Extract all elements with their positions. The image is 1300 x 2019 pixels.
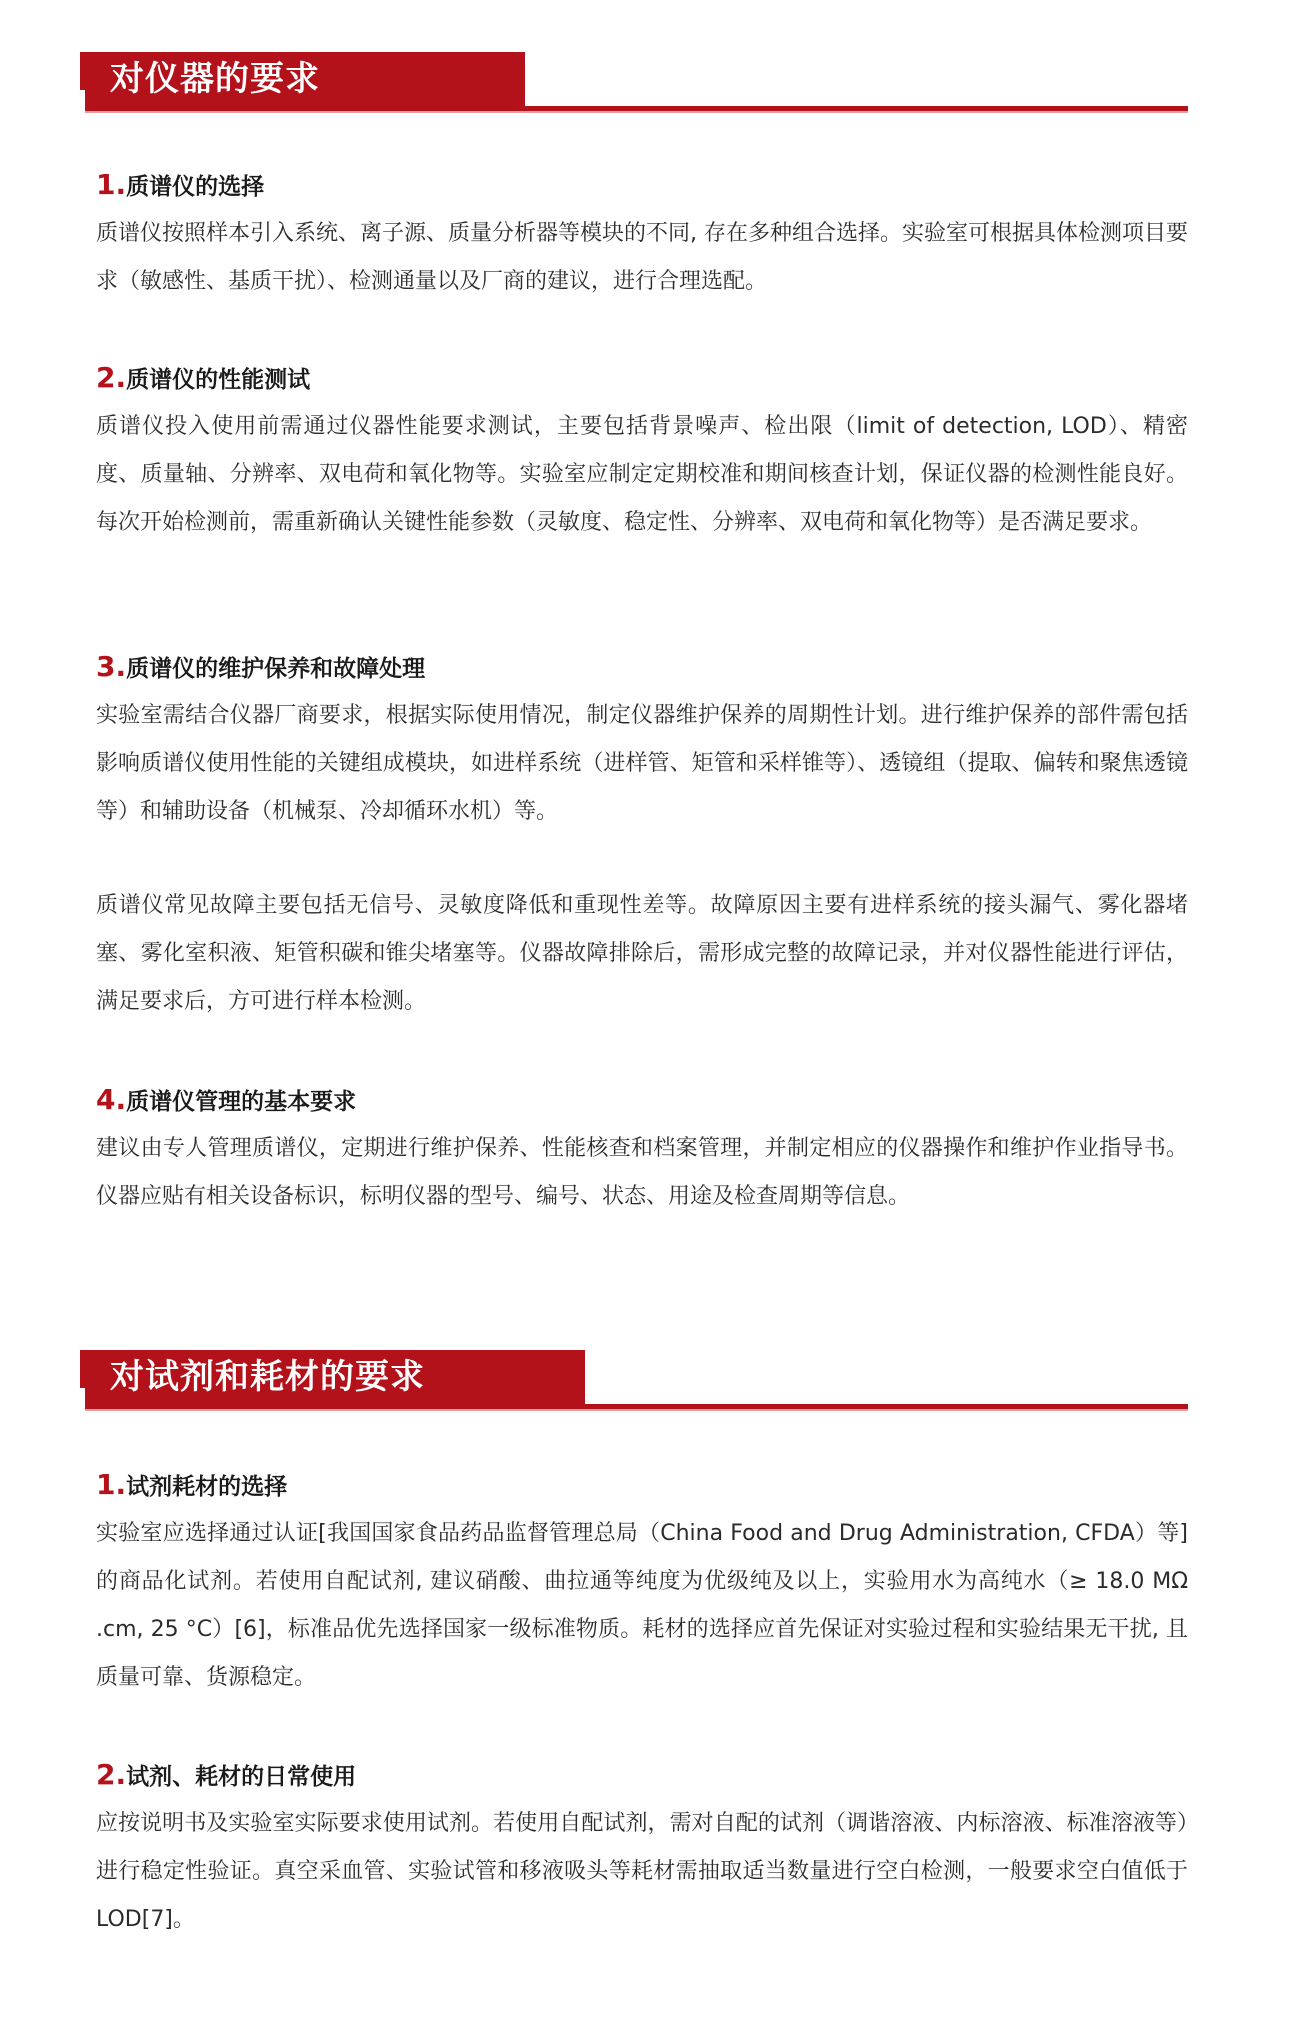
item-heading: 1.质谱仪的选择	[96, 168, 265, 201]
item-ms-management	[96, 1075, 1188, 1221]
item-heading: 1.试剂耗材的选择	[96, 1468, 288, 1501]
item-heading: 2.质谱仪的性能测试	[96, 361, 311, 394]
item-paragraph: 质谱仪投入使用前需通过仪器性能要求测试，主要包括背景噪声、检出限（limit of detection, LOD）、精密度、质量轴、分辨率、双电荷和氧化物等。实验室应制定定期校准和期间核查计划，保证仪器的检测性能良好。每次开始检测前，需重新确认关键性能参数（灵敏度、稳定性、分辨率、双电荷和氧化物等）是否满足要求。	[96, 414, 1188, 535]
section-title: 对仪器的要求	[85, 52, 525, 106]
item-paragraph: 质谱仪常见故障主要包括无信号、灵敏度降低和重现性差等。故障原因主要有进样系统的接头漏气、雾化器堵塞、雾化室积液、矩管积碳和锥尖堵塞等。仪器故障排除后，需形成完整的故障记录，并对仪器性能进行评估，满足要求后，方可进行样本检测。	[96, 893, 1188, 1014]
section-title: 对试剂和耗材的要求	[85, 1350, 585, 1404]
item-paragraph: 建议由专人管理质谱仪，定期进行维护保养、性能核查和档案管理，并制定相应的仪器操作和维护作业指导书。仪器应贴有相关设备标识，标明仪器的型号、编号、状态、用途及检查周期等信息。	[96, 1136, 1188, 1209]
header-rule-shade	[85, 111, 1188, 113]
item-reagent-selection	[96, 1460, 1188, 1702]
section-header-reagents	[80, 1350, 1188, 1414]
item-ms-faults	[96, 882, 1188, 1026]
item-paragraph: 质谱仪按照样本引入系统、离子源、质量分析器等模块的不同, 存在多种组合选择。实验室可根据具体检测项目要求（敏感性、基质干扰）、检测通量以及厂商的建议，进行合理选配。	[96, 221, 1188, 294]
item-heading: 2.试剂、耗材的日常使用	[96, 1758, 357, 1791]
item-ms-selection	[96, 160, 1188, 306]
item-ms-performance	[96, 353, 1188, 547]
item-heading: 4.质谱仪管理的基本要求	[96, 1083, 357, 1116]
item-heading: 3.质谱仪的维护保养和故障处理	[96, 650, 426, 683]
item-paragraph: 实验室需结合仪器厂商要求，根据实际使用情况，制定仪器维护保养的周期性计划。进行维护保养的部件需包括影响质谱仪使用性能的关键组成模块，如进样系统（进样管、矩管和采样锥等）、透镜组（提取、偏转和聚焦透镜等）和辅助设备（机械泵、冷却循环水机）等。	[96, 703, 1188, 824]
item-ms-maintenance	[96, 642, 1188, 836]
item-reagent-daily-use	[96, 1750, 1188, 1944]
header-rule-shade	[85, 1409, 1188, 1411]
item-paragraph: 实验室应选择通过认证[我国国家食品药品监督管理总局（China Food and Drug Administration, CFDA）等]的商品化试剂。若使用自配试剂, 建议硝酸、曲拉通等纯度为优级纯及以上，实验用水为高纯水（≥ 18.0 MΩ .cm, 25 °C）[6]，标准品优先选择国家一级标准物质。耗材的选择应首先保证对实验过程和实验结果无干扰, 且质量可靠、货源稳定。	[96, 1521, 1188, 1690]
item-paragraph: 应按说明书及实验室实际要求使用试剂。若使用自配试剂，需对自配的试剂（调谐溶液、内标溶液、标准溶液等）进行稳定性验证。真空采血管、实验试管和移液吸头等耗材需抽取适当数量进行空白检测，一般要求空白值低于LOD[7]。	[96, 1811, 1188, 1932]
section-header-instruments	[80, 52, 1188, 116]
